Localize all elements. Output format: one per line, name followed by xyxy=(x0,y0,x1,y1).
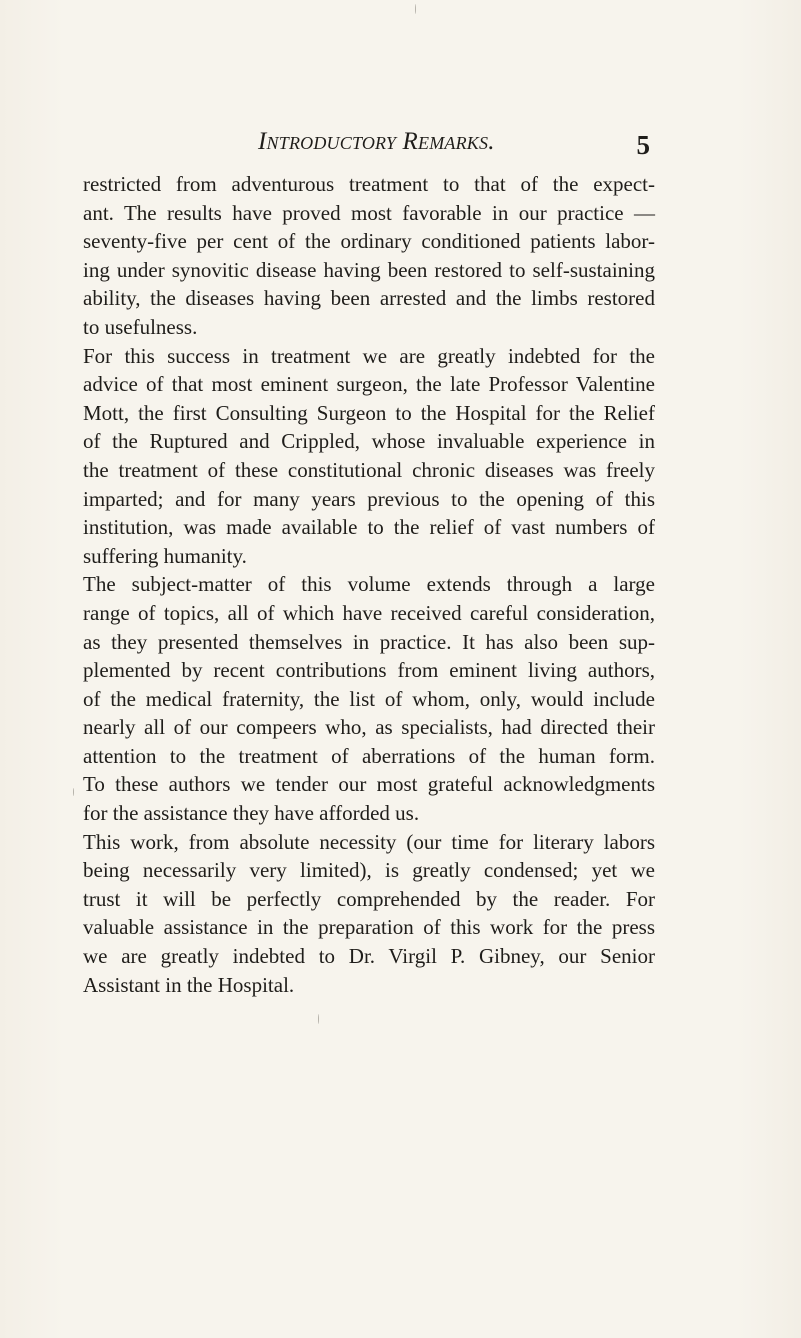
text-line: we are greatly indebted to Dr. Virgil P. Gibney, our Senior xyxy=(83,944,655,969)
text-line: trust it will be perfectly comprehended by the reader. For xyxy=(83,886,655,911)
text-line: the treatment of these constitutional chronic diseases was freely xyxy=(83,457,655,482)
text-line: For this success in treatment we are greatly indebted for the xyxy=(83,343,655,368)
text-line: as they presented themselves in practice. It has also been sup- xyxy=(83,629,655,654)
text-line: to usefulness. xyxy=(83,314,198,339)
body-text xyxy=(83,170,655,999)
paper-speck xyxy=(318,1014,319,1024)
text-line: plemented by recent contributions from eminent living authors, xyxy=(83,658,655,683)
text-line: nearly all of our compeers who, as specialists, had directed their xyxy=(83,715,655,740)
text-line: ing under synovitic disease having been restored to self-sustaining xyxy=(83,257,655,282)
text-line: range of topics, all of which have received careful consideration, xyxy=(83,600,655,625)
paper-speck xyxy=(415,4,416,14)
page-number: 5 xyxy=(636,130,650,160)
text-line: Mott, the first Consulting Surgeon to the Hospital for the Relief xyxy=(83,400,655,425)
text-line: of the Ruptured and Crippled, whose invaluable experience in xyxy=(83,429,655,454)
text-line: imparted; and for many years previous to the opening of this xyxy=(83,486,655,511)
text-line: The subject-matter of this volume extends through a large xyxy=(83,572,655,597)
text-line: seventy-five per cent of the ordinary conditioned patients labor- xyxy=(83,229,655,254)
running-head xyxy=(258,128,650,168)
text-line: To these authors we tender our most grateful acknowledgments xyxy=(83,772,655,797)
text-line: Assistant in the Hospital. xyxy=(83,972,295,997)
text-line: for the assistance they have afforded us. xyxy=(83,801,420,826)
text-line: restricted from adventurous treatment to that of the expect- xyxy=(83,172,655,196)
text-line: This work, from absolute necessity (our time for literary labors xyxy=(83,829,655,854)
paper-speck xyxy=(73,788,74,796)
text-line: ability, the diseases having been arrested and the limbs restored xyxy=(83,286,655,311)
text-line: of the medical fraternity, the list of whom, only, would include xyxy=(83,686,655,711)
text-line: institution, was made available to the relief of vast numbers of xyxy=(83,515,655,540)
text-line: valuable assistance in the preparation of this work for the press xyxy=(83,915,655,940)
text-line: advice of that most eminent surgeon, the late Professor Valentine xyxy=(83,372,655,397)
text-line: suffering humanity. xyxy=(83,543,247,568)
text-line: ant. The results have proved most favorable in our practice — xyxy=(83,200,655,225)
text-line: attention to the treatment of aberrations of the human form. xyxy=(83,743,655,768)
text-line: being necessarily very limited), is greatly condensed; yet we xyxy=(83,858,655,883)
running-title: Introductory Remarks. xyxy=(258,128,495,155)
